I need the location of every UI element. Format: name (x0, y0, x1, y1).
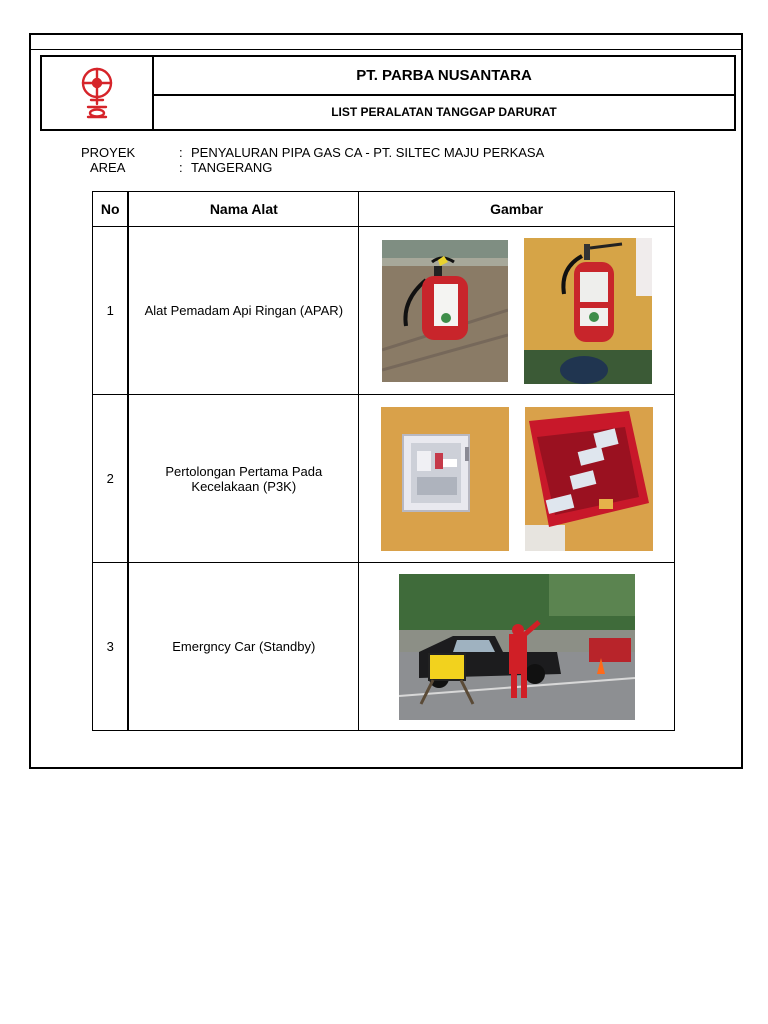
first-aid-cabinet-photo (381, 407, 509, 551)
column-header-name: Nama Alat (128, 192, 358, 227)
standby-pickup-truck-photo (399, 574, 635, 720)
area-value: TANGERANG (191, 160, 273, 175)
area-label: AREA (90, 160, 126, 175)
image-cell (359, 563, 675, 731)
column-header-no: No (93, 192, 129, 227)
equipment-table (92, 191, 675, 731)
area-separator: : (179, 160, 183, 175)
header-box (40, 55, 736, 131)
table-row (93, 563, 675, 731)
row-number: 2 (93, 395, 129, 563)
project-value: PENYALURAN PIPA GAS CA - PT. SILTEC MAJU PERKASA (191, 145, 545, 160)
top-rule (31, 49, 741, 50)
row-number: 3 (93, 563, 129, 731)
image-cell (359, 227, 675, 395)
fire-extinguisher-photo (524, 238, 652, 384)
document-title: LIST PERALATAN TANGGAP DARURAT (331, 104, 557, 119)
equipment-name: Alat Pemadam Api Ringan (APAR) (128, 227, 358, 395)
equipment-name: Emergncy Car (Standby) (128, 563, 358, 731)
table-row (93, 395, 675, 563)
column-header-image: Gambar (359, 192, 675, 227)
table-row (93, 227, 675, 395)
first-aid-bag-photo (525, 407, 653, 551)
project-label: PROYEK (81, 145, 136, 160)
company-name: PT. PARBA NUSANTARA (154, 57, 734, 96)
image-cell (359, 395, 675, 563)
project-separator: : (179, 145, 183, 160)
fire-hydrant-logo-icon (77, 66, 117, 120)
table-header-row (93, 192, 675, 227)
fire-extinguisher-photo (382, 240, 508, 382)
equipment-name: Pertolongan Pertama Pada Kecelakaan (P3K) (128, 395, 358, 563)
document-page (29, 33, 743, 769)
logo-cell (42, 57, 154, 129)
row-number: 1 (93, 227, 129, 395)
